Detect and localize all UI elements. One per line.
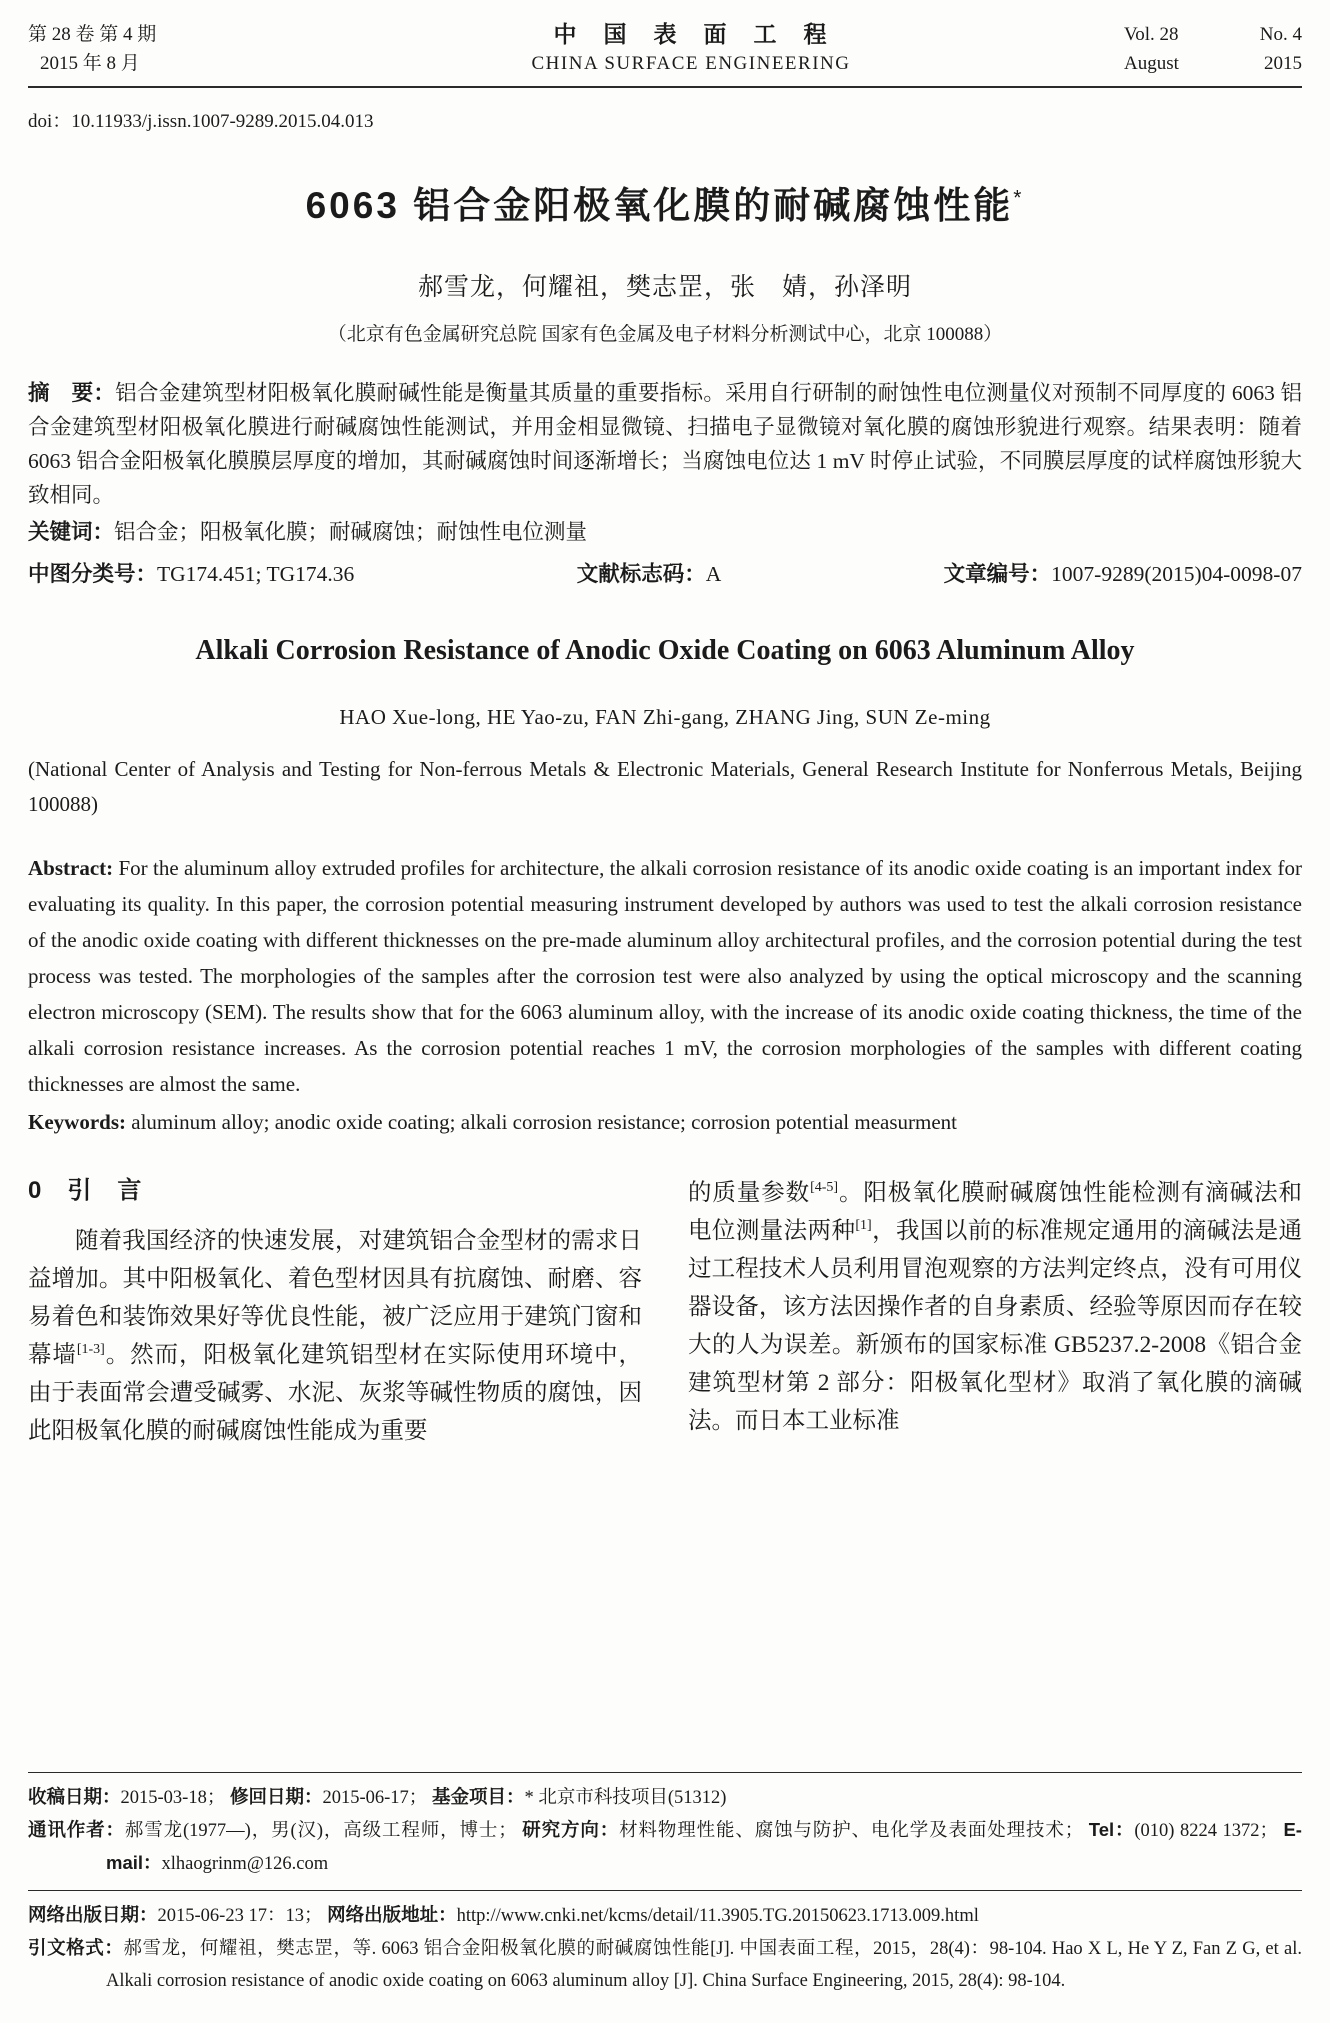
volume-issue-cn: 第 28 卷 第 4 期 bbox=[28, 24, 157, 45]
month-en: August bbox=[1124, 53, 1179, 74]
fund-value: * 北京市科技项目(51312) bbox=[524, 1788, 727, 1808]
authors-cn: 郝雪龙，何耀祖，樊志罡，张 婧，孙泽明 bbox=[417, 274, 912, 301]
section-heading-introduction: 0 引 言 bbox=[28, 1177, 143, 1204]
research-direction-label: 研究方向： bbox=[522, 1819, 620, 1840]
email-value: xlhaogrinm@126.com bbox=[161, 1854, 329, 1874]
intro-paragraph-left bbox=[28, 1222, 642, 1450]
clc-label: 中图分类号： bbox=[28, 562, 158, 586]
journal-name-cn: 中 国 表 面 工 程 bbox=[553, 21, 829, 47]
issue-en: No. 4 bbox=[1259, 24, 1302, 45]
footnote-online-publication bbox=[28, 1899, 1302, 1932]
journal-header bbox=[28, 20, 1302, 78]
title-en: Alkali Corrosion Resistance of Anodic Oxide Coating on 6063 Aluminum Alloy bbox=[195, 635, 1135, 666]
journal-name-en: CHINA SURFACE ENGINEERING bbox=[531, 53, 851, 74]
article-number-label: 文章编号： bbox=[943, 562, 1052, 586]
footnote-rule-top bbox=[28, 1772, 1302, 1773]
keywords-cn-text: 铝合金；阳极氧化膜；耐碱腐蚀；耐蚀性电位测量 bbox=[114, 520, 588, 544]
authors-en: HAO Xue-long, HE Yao-zu, FAN Zhi-gang, ZHANG Jing, SUN Ze-ming bbox=[339, 705, 991, 729]
revised-label: 修回日期： bbox=[229, 1786, 323, 1807]
footnotes bbox=[28, 1762, 1302, 1997]
classification-line bbox=[28, 557, 1302, 591]
received-label: 收稿日期： bbox=[28, 1786, 121, 1807]
footnote-rule-mid bbox=[28, 1890, 1302, 1891]
affiliation-cn: （北京有色金属研究总院 国家有色金属及电子材料分析测试中心，北京 100088） bbox=[327, 324, 1003, 345]
online-date-label: 网络出版日期： bbox=[28, 1904, 158, 1925]
citation-en: Hao X L, He Y Z, Fan Z G, et al. Alkali corrosion resistance of anodic oxide coating on 6063 aluminum alloy [J]. China Surface Engineering, 2015, 28(4): 98-104. bbox=[106, 1939, 1302, 1991]
intro-right-text-3: ，我国以前的标准规定通用的滴碱法是通过工程技术人员利用冒泡观察的方法判定终点，没有可用仪器设备，该方法因操作者的自身素质、经验等原因而存在较大的人为误差。新颁布的国家标准 GB5237.2-2008《铝合金建筑型材第 2 部分：阳极氧化型材》取消了氧化膜的滴碱法。而日本工业标准 bbox=[688, 1218, 1303, 1434]
journal-issue-block-en bbox=[1124, 20, 1302, 78]
intro-paragraph-right bbox=[688, 1174, 1302, 1440]
document-code-value: A bbox=[705, 562, 722, 586]
citation-ref-1: [1] bbox=[855, 1218, 872, 1234]
title-cn bbox=[28, 175, 1302, 229]
revised-value: 2015-06-17； bbox=[322, 1788, 428, 1808]
clc-value: TG174.451; TG174.36 bbox=[157, 562, 355, 586]
affiliation-en: (National Center of Analysis and Testing for Non-ferrous Metals & Electronic Materials, General Research Institute for Nonferrous Metals, Beijing 100088) bbox=[28, 757, 1302, 816]
footnote-citation-format bbox=[28, 1932, 1302, 1997]
column-right bbox=[688, 1174, 1302, 1450]
research-direction-value: 材料物理性能、腐蚀与防护、电化学及表面处理技术； bbox=[619, 1821, 1084, 1841]
fund-label: 基金项目： bbox=[431, 1786, 525, 1807]
date-cn: 2015 年 8 月 bbox=[40, 53, 140, 74]
abstract-en-text: For the aluminum alloy extruded profiles for architecture, the alkali corrosion resistance of its anodic oxide coating is an important index for evaluating its quality. In this paper, the corrosion potential measuring instrument developed by authors was used to test the alkali corrosion resistance of the anodic oxide coating with different thicknesses on the pre-made aluminum alloy architectural profiles, and the corrosion potential during the test process was tested. The morphologies of the samples after the corrosion test were also analyzed by using the optical microscopy and the scanning electron microscopy (SEM). The results show that for the 6063 aluminum alloy, with the increase of its anodic oxide coating thickness, the time of the alkali corrosion resistance increases. As the corrosion potential reaches 1 mV, the corrosion morphologies of the samples with different coating thicknesses are almost the same. bbox=[28, 856, 1302, 1096]
volume-en: Vol. 28 bbox=[1124, 24, 1179, 45]
intro-left-text-1: 随着我国经济的快速发展，对建筑铝合金型材的需求日益增加。其中阳极氧化、着色型材因具有抗腐蚀、耐磨、容易着色和装饰效果好等优良性能，被广泛应用于建筑门窗和幕墙 bbox=[28, 1228, 642, 1368]
title-cn-text: 6063 铝合金阳极氧化膜的耐碱腐蚀性能 bbox=[305, 185, 1014, 226]
received-value: 2015-03-18； bbox=[120, 1788, 226, 1808]
keywords-cn-label: 关键词： bbox=[28, 520, 115, 544]
spacer bbox=[28, 1450, 1302, 1762]
article-number-value: 1007-9289(2015)04-0098-07 bbox=[1051, 562, 1302, 586]
abstract-cn bbox=[28, 376, 1302, 512]
citation-format-label: 引文格式： bbox=[28, 1937, 124, 1958]
tel-value: (010) 8224 1372； bbox=[1134, 1821, 1278, 1841]
journal-name-block bbox=[258, 20, 1124, 78]
online-date-value: 2015-06-23 17：13； bbox=[157, 1906, 323, 1926]
clc-number bbox=[28, 557, 354, 591]
title-footnote-mark: * bbox=[1013, 186, 1025, 210]
intro-right-text-2: 。阳极氧化膜耐碱腐蚀性能检测有滴碱法和电位测量法两种 bbox=[688, 1180, 1303, 1244]
corresponding-author-value: 郝雪龙(1977—)，男(汉)，高级工程师，博士； bbox=[124, 1821, 517, 1841]
abstract-cn-label: 摘 要： bbox=[28, 381, 116, 405]
keywords-en-text: aluminum alloy; anodic oxide coating; alkali corrosion resistance; corrosion potential measurment bbox=[126, 1110, 958, 1134]
document-code-label: 文献标志码： bbox=[576, 562, 706, 586]
header-rule bbox=[28, 86, 1302, 88]
tel-label: Tel： bbox=[1088, 1819, 1135, 1840]
citation-ref-4-5: [4-5] bbox=[810, 1180, 839, 1196]
online-url-label: 网络出版地址： bbox=[327, 1904, 457, 1925]
keywords-en-label: Keywords: bbox=[28, 1110, 126, 1134]
year-en: 2015 bbox=[1264, 53, 1302, 74]
corresponding-author-label: 通讯作者： bbox=[28, 1819, 125, 1840]
journal-issue-block-cn bbox=[28, 20, 258, 78]
column-left bbox=[28, 1174, 642, 1450]
intro-left-text-2: 。然而，阳极氧化建筑铝型材在实际使用环境中，由于表面常会遭受碱雾、水泥、灰浆等碱性物质的腐蚀，因此阳极氧化膜的耐碱腐蚀性能成为重要 bbox=[28, 1342, 643, 1444]
document-code bbox=[577, 557, 722, 591]
footnote-corresponding-author bbox=[28, 1814, 1302, 1880]
keywords-en bbox=[28, 1104, 1302, 1140]
citation-cn: 郝雪龙，何耀祖，樊志罡，等. 6063 铝合金阳极氧化膜的耐碱腐蚀性能[J]. 中国表面工程，2015，28(4)：98-104. bbox=[123, 1939, 1052, 1959]
article-number bbox=[944, 557, 1302, 591]
footnote-dates-fund bbox=[28, 1781, 1302, 1814]
keywords-cn bbox=[28, 515, 1302, 549]
email-label: E-mail： bbox=[106, 1819, 1302, 1873]
doi-line: doi：10.11933/j.issn.1007-9289.2015.04.013 bbox=[28, 111, 374, 132]
abstract-en-label: Abstract: bbox=[28, 856, 114, 880]
online-url-value: http://www.cnki.net/kcms/detail/11.3905.TG.20150623.1713.009.html bbox=[456, 1906, 979, 1926]
abstract-en bbox=[28, 850, 1302, 1102]
intro-right-text-1: 的质量参数 bbox=[688, 1180, 811, 1206]
abstract-cn-text: 铝合金建筑型材阳极氧化膜耐碱性能是衡量其质量的重要指标。采用自行研制的耐蚀性电位测量仪对预制不同厚度的 6063 铝合金建筑型材阳极氧化膜进行耐碱腐蚀性能测试，并用金相显微镜、扫描电子显微镜对氧化膜的腐蚀形貌进行观察。结果表明：随着 6063 铝合金阳极氧化膜膜层厚度的增加，其耐碱腐蚀时间逐渐增长；当腐蚀电位达 1 mV 时停止试验，不同膜层厚度的试样腐蚀形貌大致相同。 bbox=[28, 381, 1302, 507]
citation-ref-1-3: [1-3] bbox=[76, 1342, 105, 1358]
body-columns bbox=[28, 1174, 1302, 1450]
